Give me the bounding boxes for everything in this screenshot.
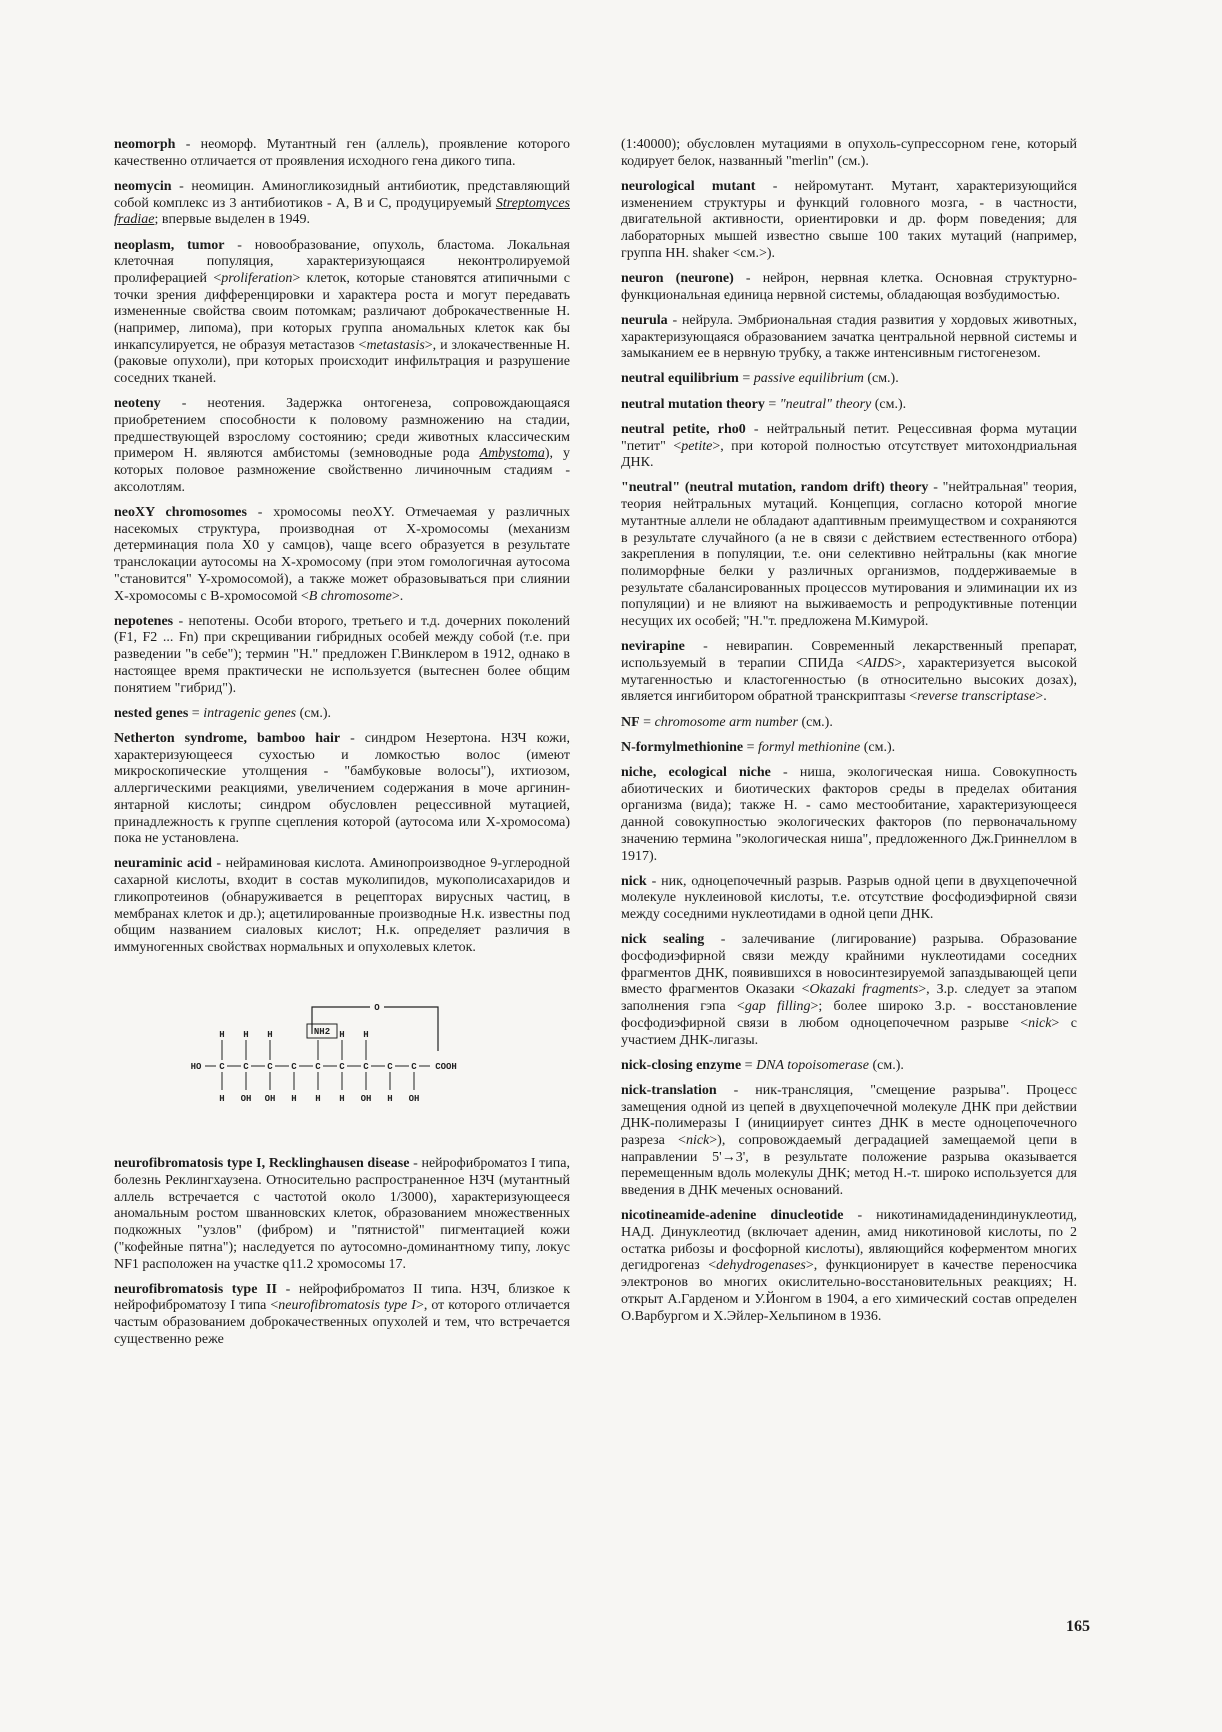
entry-text: >, З.р. следует за этапом заполнения гэпа < [621,982,1077,1015]
entry-term: neomycin [114,178,172,194]
entry-text: reverse transcriptase [917,689,1036,705]
entry-text: - новообразование, опухоль, бластома. Локальная клеточная популяция, характеризующаяся неконтролируемой пролиферацией < [114,237,570,286]
entry-text: (см.). [797,714,833,730]
entry-text: - нейрофиброматоз II типа. НЗЧ, близкое к нейрофиброматозу I типа < [114,1281,571,1314]
formula-bottom-label: H [219,1093,225,1104]
dictionary-entry [114,731,570,848]
entry-text: >, и злокачественные Н. (раковые опухоли), при которых происходит инфильтрация и разрушение соседних тканей. [114,337,570,387]
entry-text: = [188,705,204,721]
formula-top-h: H [243,1029,249,1040]
entry-text: - неотения. Задержка онтогенеза, сопровождающаяся приобретением способности к половому размножению на стадии, предшествующей взрослому состоянию; среди животных классическим примером Н. являются амбистомы (земноводные рода [114,396,570,462]
entry-text: gap filling [744,999,811,1015]
dictionary-entry [114,396,570,496]
formula-top-h: H [363,1029,369,1040]
entry-text: = [738,371,754,387]
entry-text: petite [681,438,713,454]
entry-text: - невирапин. Современный лекарственный препарат, используемый в терапии СПИДа < [621,639,1077,671]
entry-term: NF [621,714,640,730]
dictionary-entry [621,313,1077,363]
entry-text: - непотены. Особи второго, третьего и т.д. дочерних поколений (F1, F2 ... Fn) при скрещивании гибридных особей между собой (т.е. при разведении "в себе"); термин "Н." предложен Г.Винклером в 1912, однако в настоящее время практически не используется (вытеснен более общим понятием "гибрид"). [114,613,570,696]
formula-bottom-label: H [291,1093,297,1104]
dictionary-entry [621,715,1077,732]
entry-term: neurofibromatosis type I, Recklinghausen disease [114,1156,410,1172]
entry-text: >, характеризуется высокой мутагенностью и кластогенностью (в относительно высоких дозах), является ингибитором обратной транскриптазы < [621,655,1077,705]
entry-text: >, функционирует в качестве переносчика электронов во многих окислительно-восстановительных реакциях; Н. открыт А.Гарденом и У.Йонгом в 1904, а его химический состав определен О.Варбургом и Х.Эйлер-Хельпином в 1936. [621,1258,1078,1324]
entry-text: >, при которой полностью отсутствует митохондриальная ДНК. [621,438,1078,471]
entry-text: (см.). [863,371,899,387]
formula-carbon: C [387,1061,393,1072]
entry-text: Ambystoma [479,446,545,462]
entry-text: - неоморф. Мутантный ген (аллель), проявление которого качественно отличается от проявления исходного гена дикого типа. [114,137,570,169]
entry-text: DNA topoisomerase [756,1057,869,1073]
dictionary-entry [114,505,570,605]
entry-text: >. [391,588,404,604]
entry-text: - "нейтральная" теория, теория нейтральных мутаций. Концепция, согласно которой многие мутантные аллели не обладают адаптивным преимуществом и сохраняются в результате случайного (а не в связи с действием естественного отбора) закрепления в популяции, т.е. они селективно нейтральны (как многие полиморфные белки у различных организмов, поддерживаемые в результате сбалансированных процессов мутирования и элиминации их из популяции) и не влияют на выживаемость и репродуктивные потенции несущих их особей; "Н."т. предложена М.Кимурой. [621,480,1077,630]
entry-text: > с участием ДНК-лигазы. [621,1015,1077,1048]
dictionary-entry [621,639,1077,706]
entry-term: neutral mutation theory [621,396,765,412]
entry-text: AIDS [863,655,895,671]
formula-carbon: C [243,1061,249,1072]
page-number: 165 [1066,1618,1090,1635]
entry-term: nick sealing [621,932,705,948]
entry-text: metastasis [366,337,425,353]
entry-text: - нейромутант. Мутант, характеризующийся изменением структуры и функций головного мозга, - в частности, двигательной активности, ориентировки и др. форм поведения; для лабораторных мышей известно свыше 100 таких мутаций (например, группа НН. shaker <см.>). [621,178,1077,261]
formula-top-h: H [267,1029,273,1040]
left-entries [114,137,570,957]
dictionary-entry [114,1156,570,1273]
dictionary-entry [621,422,1077,472]
formula-bottom-label: OH [360,1093,372,1104]
formula-ho: HO [190,1061,202,1072]
dictionary-entry [621,765,1077,865]
entry-term: neutral equilibrium [621,371,739,387]
dictionary-entry [621,740,1077,757]
entry-text: >; более широко З.р. - восстановление фосфодиэфирной связи в любом одноцепочечном разрыве < [621,999,1077,1031]
dictionary-entry [114,179,570,229]
entry-term: neoteny [114,396,161,412]
entry-text: nick [685,1133,710,1149]
dictionary-entry [114,1282,570,1349]
dictionary-entry [621,932,1077,1049]
entry-text: dehydrogenases [716,1258,806,1274]
entry-text: - хромосомы neoXY. Отмечаемая у различных насекомых структура, производная от Х-хромосомы (механизм детерминация пола Х0 у самцов), чаще всего образуется в результате транслокации аутосомы на Х-хромосому (при этом гомологичная аутосома "становится" Y-хромосомой), а также может образовываться при слиянии Х-хромосомы с В-хромосомой < [114,505,570,604]
entry-text: passive equilibrium [753,371,864,387]
entry-text: intragenic genes [203,705,297,721]
entry-text: chromosome arm number [654,714,798,730]
entry-text: - никотинамидадениндинуклеотид, НАД. Динуклеотид (включает аденин, амид никотиновой кислоты, по 2 остатка рибозы и фосфорной кислоты), являющийся коферментом многих дегидрогеназ < [621,1208,1078,1274]
entry-text: - ник-трансляция, "смещение разрыва". Процесс замещения одной из цепей в двухцепочечной молекуле ДНК при действии ДНК-полимеразы I (инициирует синтез ДНК в месте одноцепочечного разреза < [621,1082,1077,1149]
dictionary-entry [621,480,1077,630]
dictionary-entry [621,179,1077,263]
entry-text: Okazaki fragments [809,982,919,998]
entry-term: nick-closing enzyme [621,1057,742,1073]
entry-term: nested genes [114,705,189,721]
formula-svg [184,999,514,1109]
formula-bottom-label: H [339,1093,345,1104]
entry-text: proliferation [221,270,293,286]
formula-chain [191,1030,457,1104]
left-entries-after [114,1156,570,1348]
entry-text: - неомицин. Аминогликозидный антибиотик, представляющий собой комплекс из 3 антибиотиков - А, В и С, продуцируемый [114,178,570,211]
entry-text: nick [1028,1015,1052,1031]
formula-bottom-label: H [315,1093,321,1104]
formula-carbon: C [363,1061,369,1072]
entry-text: (см.). [871,396,907,412]
entry-text: - нейтральный петит. Рецессивная форма мутации "петит" < [621,421,1077,454]
entry-term: nick-translation [621,1082,717,1098]
entry-text: - ниша, экологическая ниша. Совокупность абиотических и биотических факторов среды в пределах обитания организма (вида); также Н. - само местообитание, характеризующееся данной совокупностью экологических факторов (по первоначальному значению термина "экологическая ниша", предложенного Дж.Гриннеллом в 1917). [621,765,1077,864]
entry-text: formyl methionine [758,739,861,755]
entry-text: - ник, одноцепочечный разрыв. Разрыв одной цепи в двухцепочечной молекуле нуклеиновой кислоты, т.е. отсутствие фосфодиэфирной связи между соседними нуклеотидами в одной цепи ДНК. [621,873,1077,923]
dictionary-entry [621,271,1077,304]
entry-text: (см.). [296,705,332,721]
entry-text: - нейрула. Эмбриональная стадия развития у хордовых животных, характеризующаяся образованием зачатка центральной нервной системы и замыканием ее в нервную трубку, а также интенсивным гистогенезом. [621,312,1077,362]
entry-text: Streptomyces fradiae [114,195,570,228]
entry-term: neoXY chromosomes [114,505,247,521]
formula-nh2: NH2 [313,1026,331,1037]
entry-text: (см.). [860,739,896,755]
entry-term: neuron (neurone) [621,270,734,286]
entry-term: "neutral" (neutral mutation, random drift) theory [621,480,929,496]
formula-bottom-label: OH [264,1093,276,1104]
neuraminic-acid-structural-formula [184,999,570,1115]
formula-top-h: H [219,1029,225,1040]
entry-term: neutral petite, rho0 [621,421,746,437]
entry-text: >. [1035,689,1047,705]
left-column [114,137,570,1357]
formula-bottom-label: OH [240,1093,252,1104]
dictionary-entry [114,706,570,723]
formula-bottom-label: H [387,1093,393,1104]
right-column [621,137,1077,1334]
entry-text: > клеток, которые становятся атипичными с точки зрения дифференцировки и характера роста и могут передавать измененные свойства своим потомкам; различают доброкачественные Н. (например, липома), при которых группа аномальных клеток как бы инкапсулируется, не образуя метастазов < [114,270,571,353]
entry-text: "neutral" theory [779,396,872,412]
entry-term: neomorph [114,137,176,152]
entry-term: neurula [621,312,668,328]
entry-text: = [639,714,655,730]
entry-text: >), сопровождаемый деградацией замещаемой цепи в направлении 5'→3', в результате положение разрыва оказывается перемещенным вдоль молекулы ДНК; метод Н.-т. широко используется для введения в ДНК меченых оснований. [621,1133,1077,1199]
dictionary-entry [114,137,570,170]
entry-term: neurofibromatosis type II [114,1281,277,1297]
entry-term: nick [621,873,647,889]
formula-top-o: O [374,1002,380,1013]
dictionary-entry [621,371,1077,388]
entry-text: ), у которых половое размножение свойственно личиночным стадиям - аксолотлям. [114,446,570,495]
entry-term: N-formylmethionine [621,739,744,755]
formula-bridge-line [312,1007,438,1051]
entry-text: B chromosome [308,588,392,604]
entry-text: = [764,396,780,412]
dictionary-entry [621,397,1077,414]
entry-text: - нейрофиброматоз I типа, болезнь Реклингхаузена. Относительно распространенное НЗЧ (мутантный аллель встречается с частотой около 1/3000), характеризующееся аномальным ростом шванновских клеток, образованием множественных подкожных "узлов" (фибром) и "пятнистой" пигментацией кожи ("кофейные пятна"); наследуется по аутосомно-доминантному типу, локус NF1 расположен на участке q11.2 хромосомы 17. [114,1156,570,1272]
entry-term: niche, ecological niche [621,765,771,780]
right-entries [621,137,1077,1325]
entry-term: neuraminic acid [114,856,212,872]
entry-text: neurofibromatosis type I [278,1298,416,1314]
dictionary-entry [114,856,570,956]
dictionary-entry [114,614,570,698]
entry-text: >, от которого отличается частым образованием доброкачественных опухолей и тем, что встречается существенно реже [114,1298,570,1347]
dictionary-entry [114,238,570,388]
entry-term: Netherton syndrome, bamboo hair [114,731,341,746]
dictionary-entry [621,1208,1077,1325]
formula-carbon: C [291,1061,297,1072]
formula-carbon: C [219,1061,225,1072]
entry-text: (см.). [868,1057,904,1073]
entry-term: nicotineamide-adenine dinucleotide [621,1208,844,1224]
formula-cooh: COOH [435,1061,457,1072]
entry-term: nevirapine [621,639,685,655]
entry-text: - нейраминовая кислота. Аминопроизводное 9-углеродной сахарной кислоты, входит в состав муколипидов, мукополисахаридов и гликопротеинов (обнаруживается в рецепторах вирусных частиц, в мембранах клеток и др.); ацетилированные производные Н.к. известны под общим названием сиаловых кислот; Н.к. определяет различия в иммуногенных свойствах нормальных и опухолевых клеток. [114,856,570,955]
formula-carbon: C [315,1061,321,1072]
formula-carbon: C [267,1061,273,1072]
entry-text: = [743,739,758,755]
formula-top-h: H [339,1029,345,1040]
entry-term: nepotenes [114,613,174,629]
formula-bottom-label: OH [408,1093,420,1104]
formula-carbon: C [339,1061,345,1072]
dictionary-entry [621,874,1077,924]
entry-text: - нейрон, нервная клетка. Основная структурно-функциональная единица нервной системы, обладающая возбудимостью. [621,270,1077,303]
formula-carbon: C [411,1061,417,1072]
entry-text: ; впервые выделен в 1949. [154,212,311,228]
entry-text: (1:40000); обусловлен мутациями в опухоль-супрессорном гене, который кодирует белок, названный "merlin" (см.). [621,137,1077,169]
dictionary-entry [621,1058,1077,1075]
entry-text: = [741,1057,757,1073]
entry-term: neurological mutant [621,178,756,194]
entry-term: neoplasm, tumor [114,237,225,253]
dictionary-entry [621,137,1077,170]
dictionary-entry [621,1083,1077,1200]
entry-text: - залечивание (лигирование) разрыва. Образование фосфодиэфирной связи между крайними нуклеотидами соседних фрагментов ДНК, появившихся в новосинтезируемой запаздывающей цепи вместо фрагментов Оказаки < [621,932,1077,998]
entry-text: - синдром Незертона. НЗЧ кожи, характеризующееся сухостью и ломкостью волос (имеют микроскопические утолщения - "бамбуковые волосы"), ихтиозом, аллергическими реакциями, увеличением содержания в моче аргинин-янтарной кислоты; синдром обусловлен рецессивной мутацией, принадлежность к группе сцепления которой (аутосома или Х-хромосома) пока не установлена. [114,731,570,847]
